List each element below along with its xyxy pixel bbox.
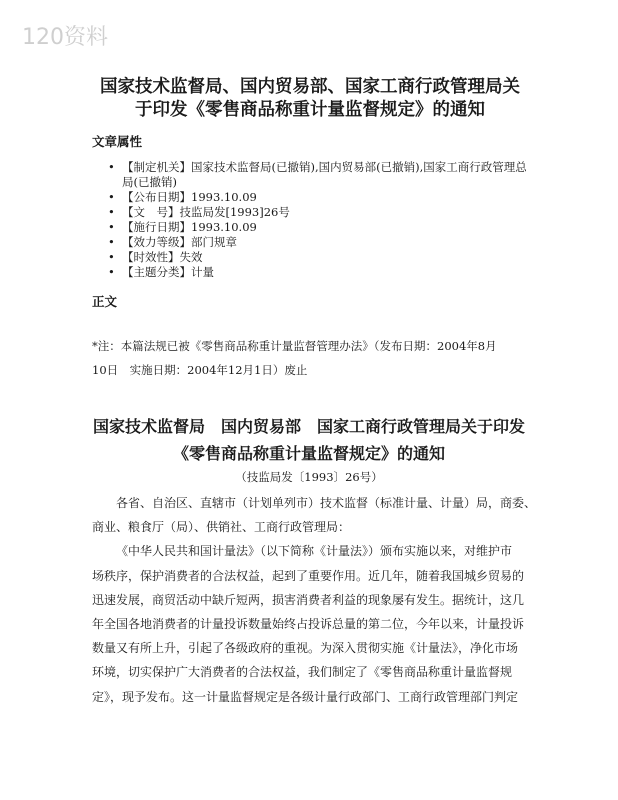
attributes-heading: 文章属性 bbox=[92, 134, 143, 149]
bullet-icon: • bbox=[108, 160, 115, 174]
attribute-value: 1993.10.09 bbox=[191, 190, 257, 204]
notice-title-line-1: 国家技术监督局 国内贸易部 国家工商行政管理局关于印发 bbox=[92, 417, 525, 436]
attribute-label: 【文 号】 bbox=[122, 205, 180, 219]
attribute-item bbox=[108, 265, 528, 280]
attribute-item bbox=[108, 250, 528, 265]
attribute-item bbox=[108, 205, 528, 220]
body-line: 环境，切实保护广大消费者的合法权益，我们制定了《零售商品称重计量监督规 bbox=[92, 665, 513, 680]
watermark: 120资料 bbox=[22, 25, 108, 50]
notice-title-line-2: 《零售商品称重计量监督规定》的通知 bbox=[172, 444, 445, 463]
bullet-icon: • bbox=[108, 250, 115, 264]
repeal-note-line-2: 10日 实施日期：2004年12月1日）废止 bbox=[92, 363, 308, 377]
attribute-value: 部门规章 bbox=[191, 235, 237, 249]
body-line: 商业、粮食厅（局）、供销社、工商行政管理局： bbox=[92, 520, 351, 535]
attribute-value: 1993.10.09 bbox=[191, 220, 257, 234]
attribute-list bbox=[108, 160, 528, 280]
bullet-icon: • bbox=[108, 190, 115, 204]
document-number: （技监局发〔1993〕26号） bbox=[235, 470, 383, 484]
attribute-value: 国家技术监督局(已撤销),国内贸易部(已撤销),国家工商行政管理总局(已撤销) bbox=[122, 160, 527, 189]
document-title-line-2: 于印发《零售商品称重计量监督规定》的通知 bbox=[135, 100, 485, 120]
attribute-label: 【效力等级】 bbox=[122, 235, 191, 249]
bullet-icon: • bbox=[108, 265, 115, 279]
bullet-icon: • bbox=[108, 220, 115, 234]
attribute-item bbox=[108, 190, 528, 205]
attribute-item bbox=[108, 220, 528, 235]
attribute-label: 【公布日期】 bbox=[122, 190, 191, 204]
repeal-note-line-1: *注：本篇法规已被《零售商品称重计量监督管理办法》（发布日期：2004年8月 bbox=[92, 339, 497, 353]
attribute-item bbox=[108, 160, 528, 190]
notice-title bbox=[86, 413, 532, 467]
document-title bbox=[70, 76, 550, 122]
body-line: 数量又有所上升，引起了各级政府的重视。为深入贯彻实施《计量法》，净化市场 bbox=[92, 641, 519, 656]
body-line: 迅速发展，商贸活动中缺斤短两，损害消费者利益的现象屡有发生。据统计，这几 bbox=[92, 592, 525, 607]
attribute-label: 【时效性】 bbox=[122, 250, 180, 264]
attribute-label: 【制定机关】 bbox=[122, 160, 191, 174]
body-line: 场秩序，保护消费者的合法权益，起到了重要作用。近几年，随着我国城乡贸易的 bbox=[92, 568, 525, 583]
bullet-icon: • bbox=[108, 235, 115, 249]
attribute-item bbox=[108, 235, 528, 250]
document-title-line-1: 国家技术监督局、国内贸易部、国家工商行政管理局关 bbox=[100, 77, 520, 97]
attribute-value: 技监局发[1993]26号 bbox=[179, 205, 290, 219]
repeal-note bbox=[92, 334, 532, 382]
attribute-value: 计量 bbox=[191, 265, 214, 279]
body-line: 定》，现予发布。这一计量监督规定是各级计量行政部门、工商行政管理部门判定 bbox=[92, 689, 519, 704]
notice-body bbox=[92, 491, 537, 709]
body-line: 各省、自治区、直辖市（计划单列市）技术监督（标准计量、计量）局，商委、 bbox=[116, 496, 537, 510]
body-line: 年全国各地消费者的计量投诉数量始终占投诉总量的第二位，今年以来，计量投诉 bbox=[92, 617, 525, 632]
main-text-heading: 正文 bbox=[92, 294, 118, 309]
attribute-label: 【施行日期】 bbox=[122, 220, 191, 234]
attribute-value: 失效 bbox=[179, 250, 203, 264]
body-line: 《中华人民共和国计量法》（以下简称《计量法》）颁布实施以来，对维护市 bbox=[116, 544, 513, 559]
attribute-label: 【主题分类】 bbox=[122, 265, 191, 279]
bullet-icon: • bbox=[108, 205, 115, 219]
